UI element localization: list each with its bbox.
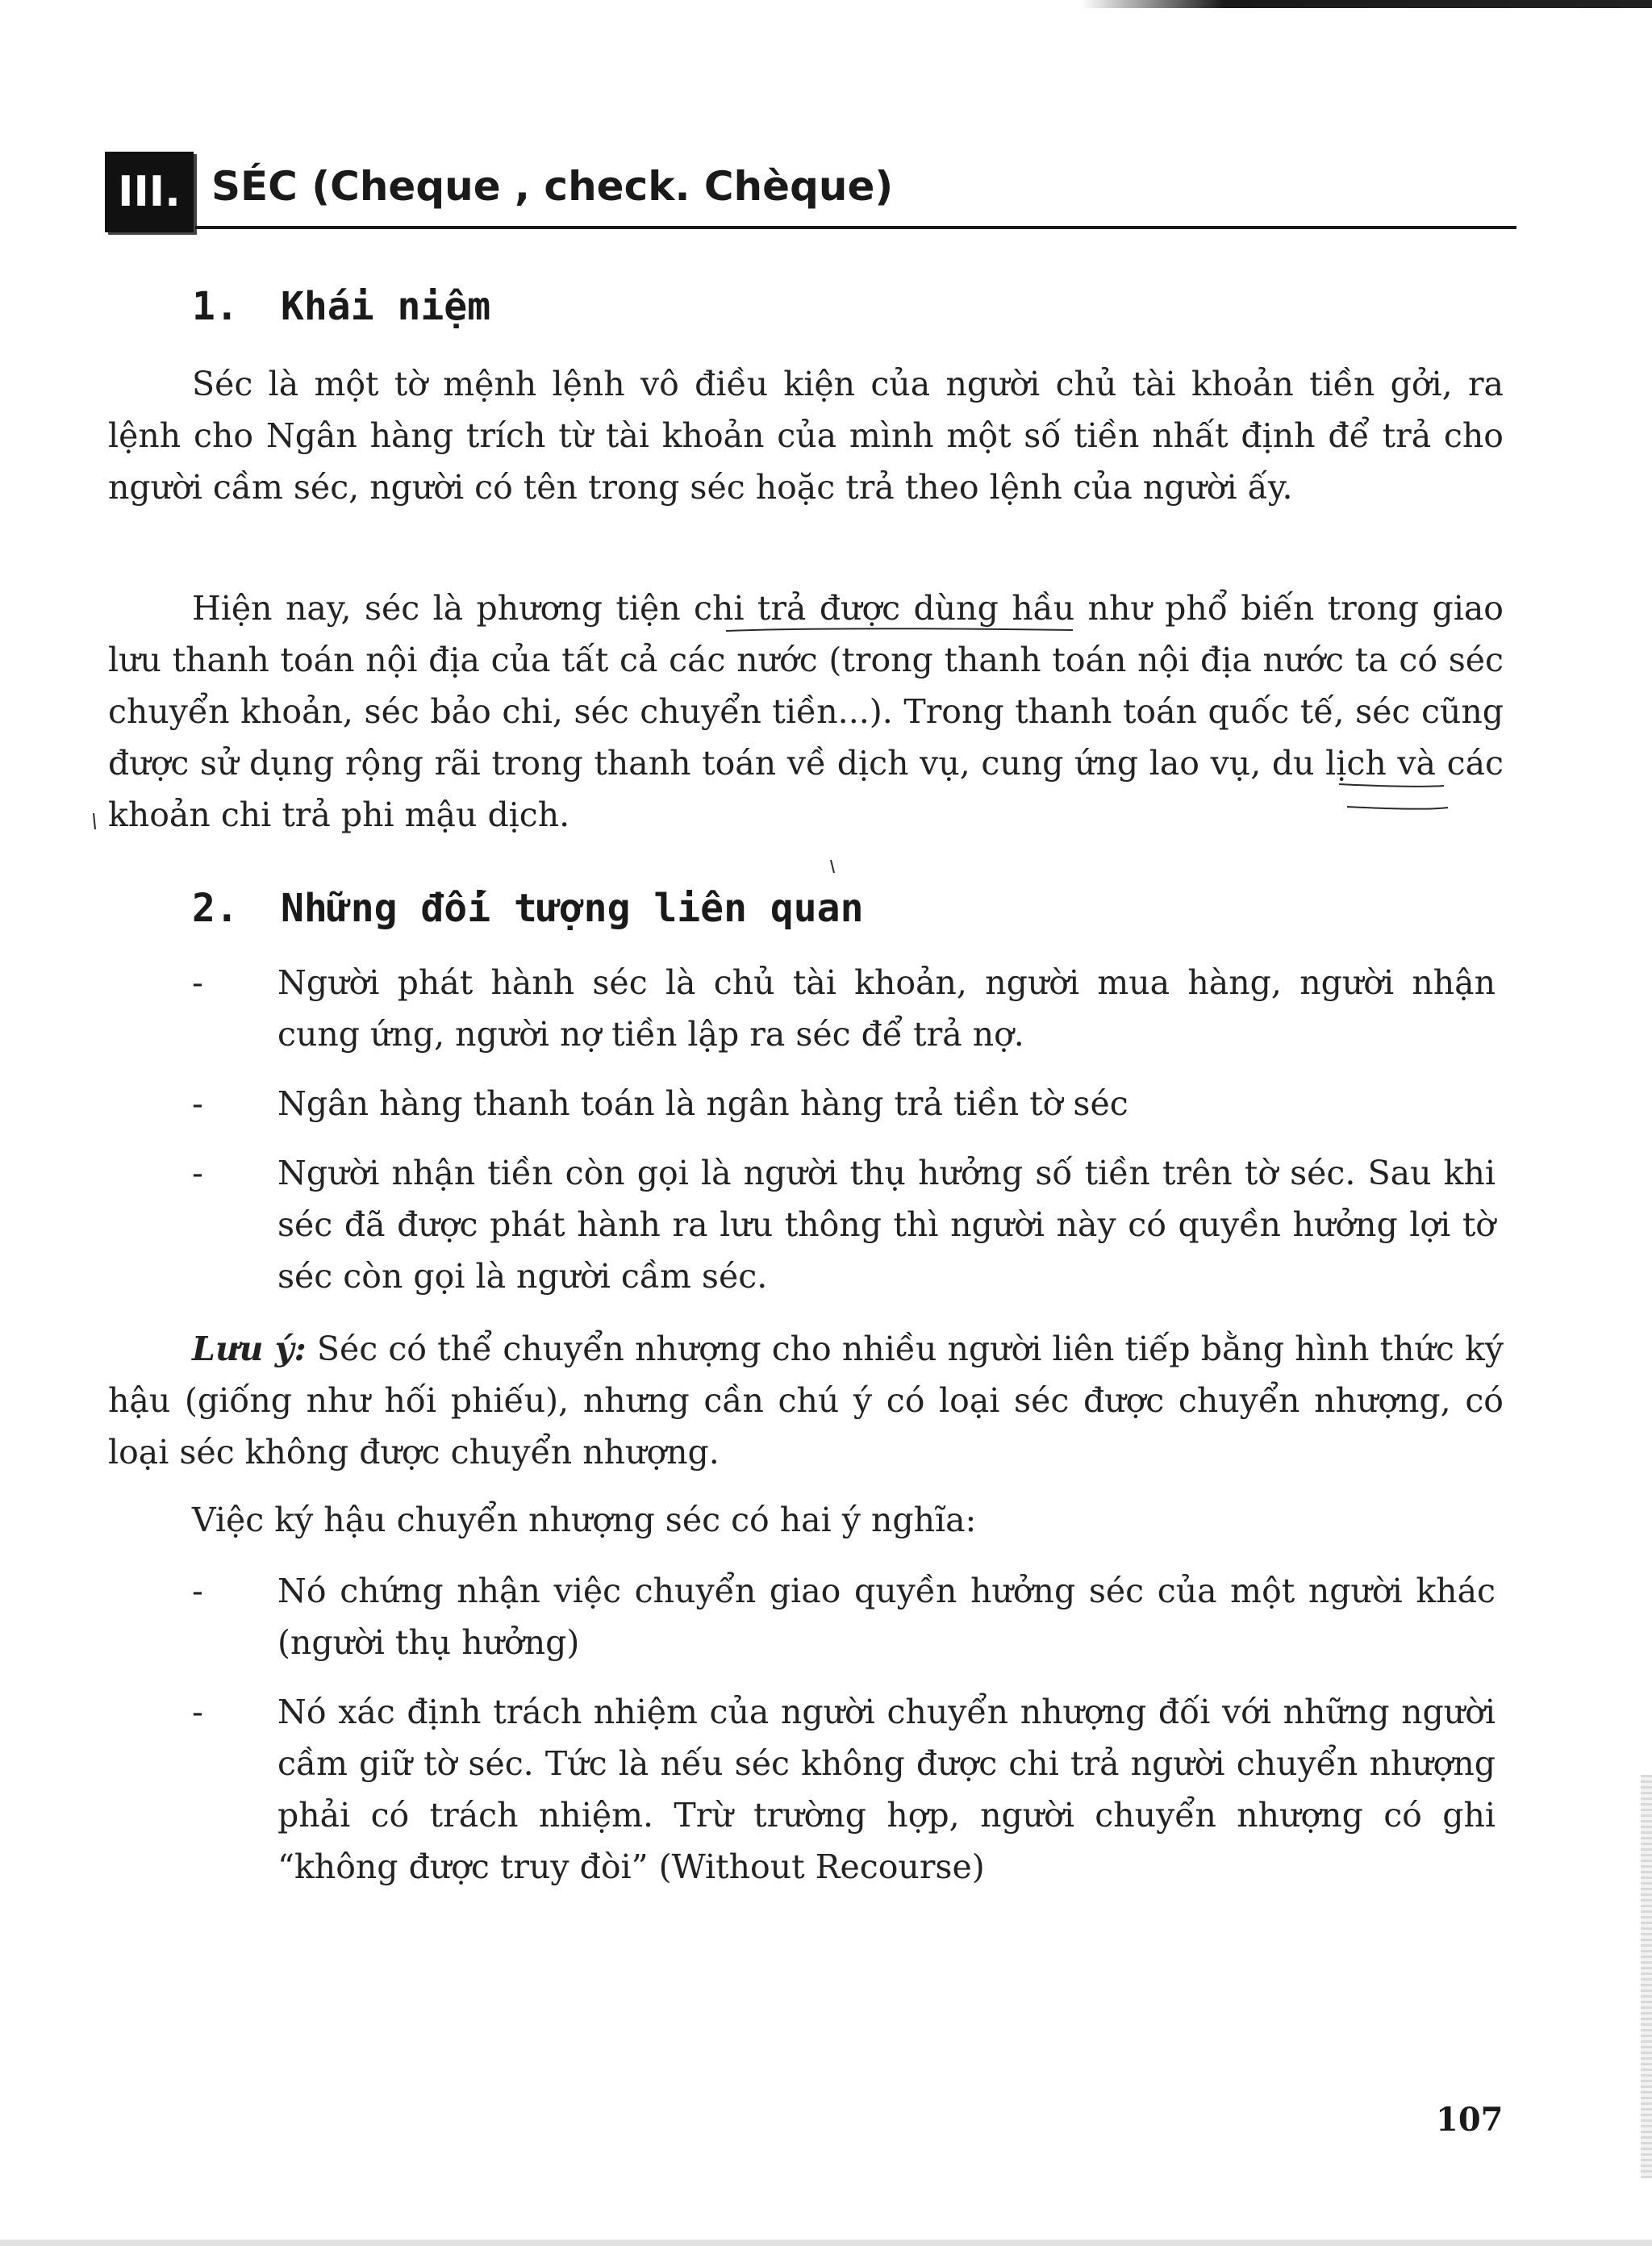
note-text: Séc có thể chuyển nhượng cho nhiều người liên tiếp bằng hình thức ký hậu (giống như hối phiếu), nhưng cần chú ý có loại séc được chuyển nhượng, có loại séc không được chuyển nhượng. bbox=[108, 1330, 1504, 1472]
section-header bbox=[105, 148, 1516, 236]
page-edge-bottom bbox=[0, 2240, 1652, 2246]
paragraph-usage: Hiện nay, séc là phương tiện chi trả được dùng hầu như phổ biến trong giao lưu thanh toán nội địa của tất cả các nước (trong thanh toán nội địa nước ta có séc chuyển khoản, séc bảo chi, séc chuyển tiền...). Trong thanh toán quốc tế, séc cũng được sử dụng rộng rãi trong thanh toán về dịch vụ, cung ứng lao vụ, du lịch và các khoản chi trả phi mậu dịch. bbox=[108, 589, 1504, 834]
bullet-dash: - bbox=[192, 963, 203, 1002]
list-item-text: Nó chứng nhận việc chuyển giao quyền hưởng séc của một người khác (người thụ hưởng) bbox=[277, 1572, 1496, 1662]
note-paragraph bbox=[108, 1323, 1504, 1478]
bullet-dash: - bbox=[192, 1572, 203, 1610]
page-number: 107 bbox=[1436, 2101, 1504, 2139]
header-rule bbox=[195, 226, 1516, 229]
list-item bbox=[192, 1565, 1499, 1668]
page-edge-right bbox=[1641, 1775, 1652, 2178]
list-item bbox=[192, 957, 1499, 1060]
subsection-heading-1 bbox=[192, 284, 490, 329]
list-item bbox=[192, 1078, 1499, 1129]
list-item-text: Người nhận tiền còn gọi là người thụ hưởng số tiền trên tờ séc. Sau khi séc đã được phát hành ra lưu thông thì người này có quyền hưởng lợi tờ séc còn gọi là người cầm séc. bbox=[277, 1154, 1496, 1296]
subsection-number: 1. bbox=[192, 284, 239, 329]
note-label: Lưu ý: bbox=[192, 1330, 307, 1368]
list-item bbox=[192, 1686, 1499, 1893]
section-title: SÉC (Cheque , check. Chèque) bbox=[211, 163, 894, 210]
list-item-text: Nó xác định trách nhiệm của người chuyển nhượng đối với những người cầm giữ tờ séc. Tức là nếu séc không được chi trả người chuyển nhượng phải có trách nhiệm. Trừ trường hợp, người chuyển nhượng có ghi “không được truy đòi” (Without Recourse) bbox=[277, 1693, 1496, 1886]
list-item bbox=[192, 1147, 1499, 1302]
bullet-dash: - bbox=[192, 1693, 203, 1731]
subsection-number: 2. bbox=[192, 886, 239, 931]
pen-tick bbox=[94, 813, 95, 829]
subsection-title: Những đối tượng liên quan bbox=[281, 886, 864, 931]
list-item-text: Ngân hàng thanh toán là ngân hàng trả tiền tờ séc bbox=[277, 1084, 1128, 1123]
subsection-title: Khái niệm bbox=[281, 284, 491, 329]
bullet-dash: - bbox=[192, 1154, 203, 1192]
pen-tick bbox=[831, 860, 834, 873]
list-item-text: Người phát hành séc là chủ tài khoản, người mua hàng, người nhận cung ứng, người nợ tiền lập ra séc để trả nợ. bbox=[277, 963, 1496, 1054]
bullet-dash: - bbox=[192, 1084, 203, 1123]
page-edge-top bbox=[1081, 0, 1652, 8]
section-number-box: III. bbox=[105, 152, 194, 232]
subsection-heading-2 bbox=[192, 886, 863, 931]
endorsement-intro: Việc ký hậu chuyển nhượng séc có hai ý nghĩa: bbox=[192, 1501, 977, 1539]
paragraph-definition: Séc là một tờ mệnh lệnh vô điều kiện của người chủ tài khoản tiền gởi, ra lệnh cho Ngân hàng trích từ tài khoản của mình một số tiền nhất định để trả cho người cầm séc, người có tên trong séc hoặc trả theo lệnh của người ấy. bbox=[108, 365, 1504, 507]
